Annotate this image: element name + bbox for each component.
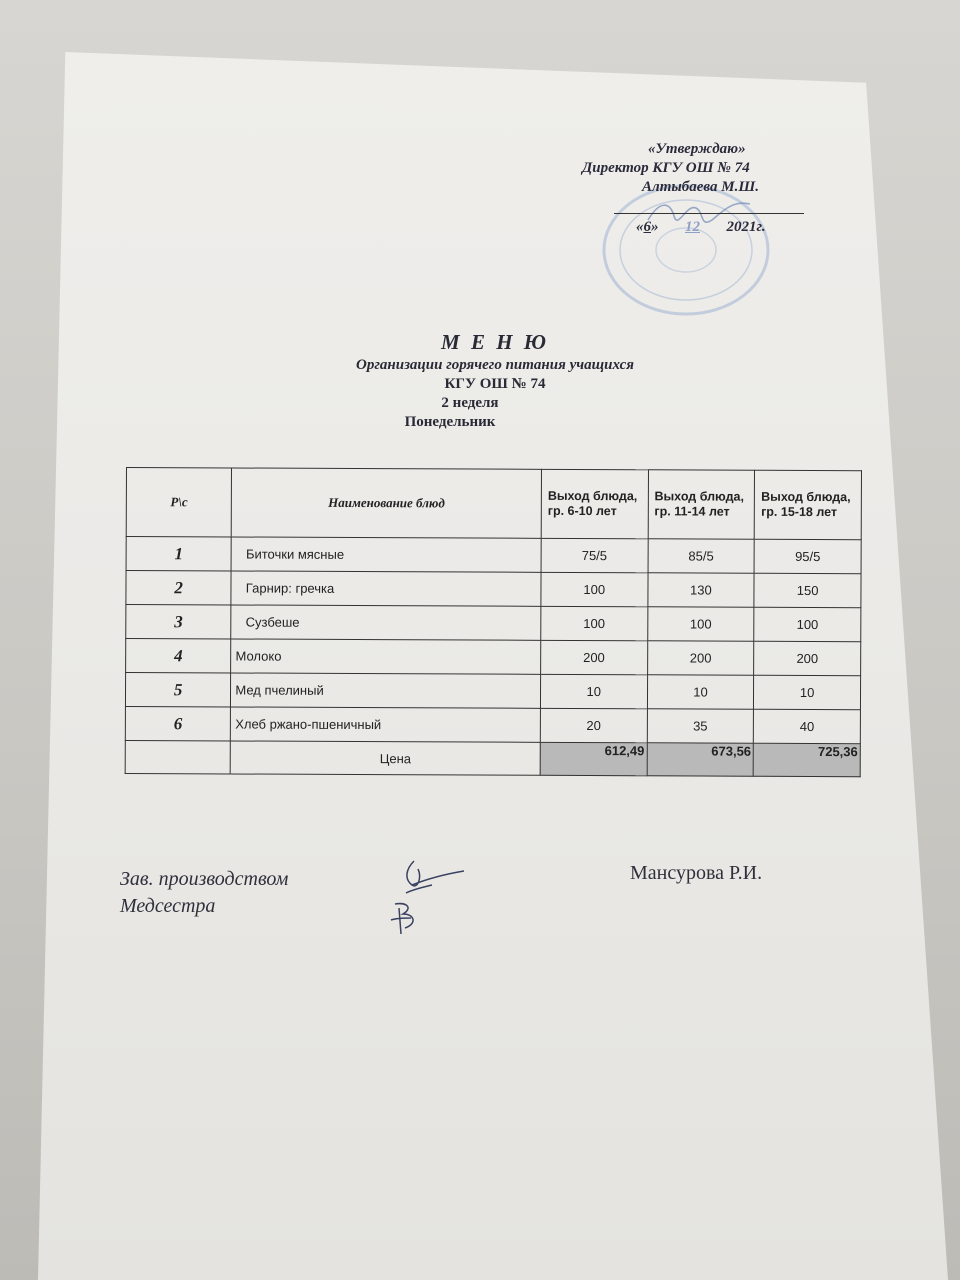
menu-table xyxy=(125,467,862,777)
portion-6-10: 200 xyxy=(541,640,648,674)
dish-name: Хлеб ржано-пшеничный xyxy=(231,707,541,742)
header-age-15-18: Выход блюда, гр. 15-18 лет xyxy=(754,470,861,539)
portion-6-10: 100 xyxy=(541,572,648,606)
portion-11-14: 10 xyxy=(647,675,754,709)
signature-line xyxy=(614,201,804,214)
date-year: 2021г. xyxy=(726,219,766,235)
portion-11-14: 35 xyxy=(647,709,754,743)
portion-15-18: 40 xyxy=(754,709,861,743)
organization-line: Организации горячего питания учащихся xyxy=(356,357,634,373)
row-number: 4 xyxy=(126,639,231,673)
approval-block xyxy=(560,140,830,237)
portion-6-10: 100 xyxy=(541,606,648,640)
header-age-6-10: Выход блюда, гр. 6-10 лет xyxy=(541,469,648,538)
price-empty-cell xyxy=(125,740,230,773)
table-header-row xyxy=(126,468,861,540)
header-number: Р\с xyxy=(126,468,232,537)
nurse-signature xyxy=(385,898,430,938)
day-line: Понедельник xyxy=(404,414,496,430)
header-age-11-14: Выход блюда, гр. 11-14 лет xyxy=(648,470,755,539)
approval-date xyxy=(560,218,830,237)
nurse-label: Медсестра xyxy=(120,895,216,917)
portion-6-10: 20 xyxy=(540,708,647,742)
portion-11-14: 200 xyxy=(647,641,754,675)
row-number: 2 xyxy=(126,571,231,605)
portion-15-18: 150 xyxy=(754,573,861,607)
table-row xyxy=(126,537,861,574)
table-row xyxy=(125,706,860,743)
price-15-18: 725,36 xyxy=(753,743,860,776)
portion-11-14: 130 xyxy=(648,573,755,607)
production-head-label: Зав. производством xyxy=(120,868,289,890)
date-close-quote: » xyxy=(651,219,659,235)
title-block xyxy=(280,330,710,432)
dish-name: Биточки мясные xyxy=(231,537,541,572)
week-line: 2 неделя xyxy=(441,395,499,411)
price-label: Цена xyxy=(231,741,541,775)
dish-name: Молоко xyxy=(231,639,541,674)
portion-11-14: 100 xyxy=(647,607,754,641)
approval-heading: «Утверждаю» xyxy=(648,141,746,157)
row-number: 1 xyxy=(126,537,231,571)
dish-name: Сузбеше xyxy=(231,605,541,640)
table-row xyxy=(126,605,861,642)
portion-11-14: 85/5 xyxy=(648,539,755,573)
menu-title: М Е Н Ю xyxy=(441,330,549,354)
price-6-10: 612,49 xyxy=(540,742,647,775)
approval-director: Директор КГУ ОШ № 74 xyxy=(582,160,750,176)
table-row xyxy=(125,673,860,710)
dish-name: Мед пчелиный xyxy=(231,673,541,708)
row-number: 3 xyxy=(126,605,231,639)
row-number: 5 xyxy=(125,673,230,707)
portion-6-10: 75/5 xyxy=(541,538,648,572)
date-day: 6 xyxy=(643,219,651,235)
portion-15-18: 100 xyxy=(754,607,861,641)
portion-15-18: 200 xyxy=(754,641,861,675)
portion-15-18: 95/5 xyxy=(754,539,861,573)
price-row xyxy=(125,740,860,776)
date-open-quote: « xyxy=(636,219,644,235)
portion-15-18: 10 xyxy=(754,675,861,709)
portion-6-10: 10 xyxy=(540,674,647,708)
signatory-name: Мансурова Р.И. xyxy=(630,862,763,884)
approval-director-name: Алтыбаева М.Ш. xyxy=(642,179,759,195)
table-row xyxy=(126,571,861,608)
dish-name: Гарнир: гречка xyxy=(231,571,541,606)
school-line: КГУ ОШ № 74 xyxy=(444,376,546,392)
header-dish-name: Наименование блюд xyxy=(232,468,542,538)
table-row xyxy=(126,639,861,676)
price-11-14: 673,56 xyxy=(647,743,754,776)
row-number: 6 xyxy=(125,706,230,740)
date-month: 12 xyxy=(685,219,700,235)
